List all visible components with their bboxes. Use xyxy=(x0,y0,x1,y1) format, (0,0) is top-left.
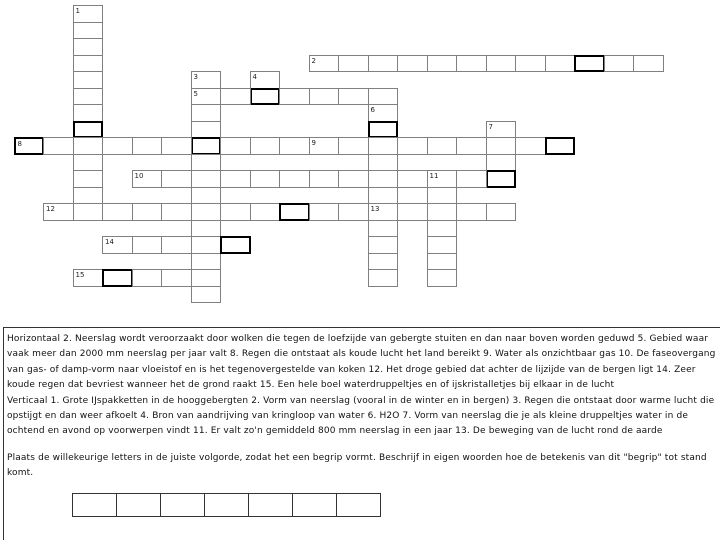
grid-cell[interactable] xyxy=(73,203,104,221)
clue-number: 12 xyxy=(46,205,55,213)
grid-cell[interactable] xyxy=(545,55,576,73)
grid-cell[interactable] xyxy=(161,269,192,287)
grid-cell[interactable] xyxy=(73,170,104,188)
grid-cell[interactable] xyxy=(368,187,399,205)
grid-cell[interactable] xyxy=(132,269,163,287)
grid-cell[interactable] xyxy=(73,88,104,106)
grid-cell[interactable] xyxy=(515,55,546,73)
grid-cell[interactable] xyxy=(338,55,369,73)
grid-cell[interactable] xyxy=(309,55,340,73)
grid-cell[interactable] xyxy=(397,203,428,221)
grid-cell[interactable] xyxy=(338,203,369,221)
grid-cell[interactable] xyxy=(250,88,281,106)
grid-cell[interactable] xyxy=(427,137,458,155)
clue-number: 5 xyxy=(193,89,198,98)
grid-cell[interactable] xyxy=(515,137,546,155)
horizontal-clues: Horizontaal 2. Neerslag wordt veroorzaakt door wolken die tegen de loefzijde van gebergte stuiten en dan naar boven worden geduwd 5. Gebied waar vaak meer dan 2000 mm neerslag per jaar valt 8. Regen die ontstaat als koude lucht het land bereikt 9. Water als onzichtbaar gas 10. De faseovergang van gas- of damp-vorm naar vloeistof en is het tegenovergestelde van koken 12. Het droge gebied dat achter de lijzijde van de bergen ligt 14. Zeer koude regen dat bevriest wanneer het de grond raakt 15. Een hele boel waterdruppeltjes en of ijskristalletjes bij elkaar in de lucht xyxy=(7,334,716,391)
grid-cell[interactable] xyxy=(191,187,222,205)
grid-cell[interactable] xyxy=(368,236,399,254)
grid-cell[interactable] xyxy=(73,71,104,89)
grid-cell[interactable] xyxy=(102,269,133,287)
clue-number: 14 xyxy=(105,238,114,246)
grid-cell[interactable] xyxy=(73,55,104,73)
grid-cell[interactable] xyxy=(397,170,428,188)
clue-number: 11 xyxy=(429,172,439,180)
grid-cell[interactable] xyxy=(368,220,399,238)
grid-cell[interactable] xyxy=(338,88,369,106)
grid-cell[interactable] xyxy=(220,170,251,188)
grid-cell[interactable] xyxy=(191,154,222,172)
task-instruction: Plaats de willekeurige letters in de juiste volgorde, zodat het een begrip vormt. Beschrijf in eigen woorden hoe de betekenis van dit "begrip" tot stand komt. xyxy=(7,452,707,479)
grid-cell[interactable] xyxy=(427,253,458,271)
answer-box[interactable] xyxy=(204,493,249,517)
grid-cell[interactable] xyxy=(427,170,458,188)
grid-cell[interactable] xyxy=(368,170,399,188)
clue-number: 8 xyxy=(17,140,22,148)
grid-cell[interactable] xyxy=(191,137,222,155)
clue-number: 2 xyxy=(311,56,316,65)
answer-box[interactable] xyxy=(336,493,381,517)
grid-cell[interactable] xyxy=(309,170,340,188)
grid-cell[interactable] xyxy=(250,137,281,155)
clue-number: 10 xyxy=(134,172,144,180)
grid-cell[interactable] xyxy=(191,236,222,254)
grid-cell[interactable] xyxy=(102,236,133,254)
grid-cell[interactable] xyxy=(43,137,74,155)
grid-cell[interactable] xyxy=(486,170,517,188)
grid-cell[interactable] xyxy=(73,137,104,155)
grid-cell[interactable] xyxy=(191,286,222,304)
grid-cell[interactable] xyxy=(132,170,163,188)
clue-number: 4 xyxy=(252,73,257,81)
grid-cell[interactable] xyxy=(250,203,281,221)
grid-cell[interactable] xyxy=(73,22,104,40)
grid-cell[interactable] xyxy=(368,269,399,287)
grid-cell[interactable] xyxy=(486,203,517,221)
grid-cell[interactable] xyxy=(102,203,133,221)
grid-cell[interactable] xyxy=(604,55,635,73)
clue-number: 7 xyxy=(488,122,493,131)
grid-cell[interactable] xyxy=(73,38,104,56)
grid-cell[interactable] xyxy=(279,203,310,221)
clue-number: 15 xyxy=(75,271,85,279)
grid-cell[interactable] xyxy=(73,104,104,122)
grid-cell[interactable] xyxy=(191,71,222,89)
grid-cell[interactable] xyxy=(132,203,163,221)
clue-number: 1 xyxy=(75,7,80,15)
clue-number: 13 xyxy=(370,205,380,213)
grid-cell[interactable] xyxy=(191,88,222,106)
grid-cell[interactable] xyxy=(368,154,399,172)
grid-cell[interactable] xyxy=(132,137,163,155)
grid-cell[interactable] xyxy=(368,137,399,155)
grid-cell[interactable] xyxy=(161,203,192,221)
vertical-clues: Verticaal 1. Grote IJspakketten in de hooggebergten 2. Vorm van neerslag (vooral in de winter en in bergen) 3. Regen die ontstaat door warme lucht die opstijgt en dan weer afkoelt 4. Bron van aandrijving van kringloop van water 6. H2O 7. Vorm van neerslag die je als kleine druppeltjes water in de ochtend en avond op voorwerpen vindt 11. Er valt zo'n gemiddeld 800 mm neerslag in een jaar 13. De beweging van de lucht rond de aarde xyxy=(7,395,715,437)
grid-cell[interactable] xyxy=(456,203,487,221)
grid-cell[interactable] xyxy=(73,187,104,205)
grid-cell[interactable] xyxy=(427,220,458,238)
answer-boxes xyxy=(72,493,380,517)
answer-box[interactable] xyxy=(116,493,161,517)
grid-cell[interactable] xyxy=(427,236,458,254)
grid-cell[interactable] xyxy=(456,137,487,155)
grid-cell[interactable] xyxy=(456,170,487,188)
grid-cell[interactable] xyxy=(191,253,222,271)
grid-cell[interactable] xyxy=(309,137,340,155)
grid-cell[interactable] xyxy=(279,170,310,188)
grid-cell[interactable] xyxy=(309,88,340,106)
grid-cell[interactable] xyxy=(14,137,45,155)
grid-cell[interactable] xyxy=(43,203,74,221)
grid-cell[interactable] xyxy=(427,203,458,221)
grid-cell[interactable] xyxy=(338,170,369,188)
grid-cell[interactable] xyxy=(250,71,281,89)
answer-box[interactable] xyxy=(72,493,117,517)
grid-cell[interactable] xyxy=(279,137,310,155)
grid-cell[interactable] xyxy=(220,236,251,254)
grid-cell[interactable] xyxy=(191,121,222,139)
grid-cell[interactable] xyxy=(161,137,192,155)
grid-cell[interactable] xyxy=(191,170,222,188)
grid-cell[interactable] xyxy=(191,269,222,287)
grid-cell[interactable] xyxy=(397,55,428,73)
answer-box[interactable] xyxy=(292,493,337,517)
grid-cell[interactable] xyxy=(161,236,192,254)
grid-cell[interactable] xyxy=(132,236,163,254)
grid-cell[interactable] xyxy=(279,88,310,106)
grid-cell[interactable] xyxy=(456,55,487,73)
grid-cell[interactable] xyxy=(250,170,281,188)
answer-box[interactable] xyxy=(160,493,205,517)
grid-cell[interactable] xyxy=(191,203,222,221)
clue-number: 6 xyxy=(370,106,375,114)
grid-cell[interactable] xyxy=(338,137,369,155)
grid-cell[interactable] xyxy=(486,154,517,172)
clue-number: 3 xyxy=(193,73,198,81)
grid-cell[interactable] xyxy=(545,137,576,155)
grid-cell[interactable] xyxy=(161,170,192,188)
grid-cell[interactable] xyxy=(220,203,251,221)
grid-cell[interactable] xyxy=(73,5,104,23)
grid-cell[interactable] xyxy=(368,104,399,122)
grid-cell[interactable] xyxy=(368,121,399,139)
grid-cell[interactable] xyxy=(73,154,104,172)
grid-cell[interactable] xyxy=(309,203,340,221)
grid-cell[interactable] xyxy=(220,137,251,155)
grid-cell[interactable] xyxy=(427,187,458,205)
grid-cell[interactable] xyxy=(427,269,458,287)
grid-cell[interactable] xyxy=(397,137,428,155)
answer-box[interactable] xyxy=(248,493,293,517)
grid-cell[interactable] xyxy=(368,203,399,221)
grid-cell[interactable] xyxy=(486,55,517,73)
grid-cell[interactable] xyxy=(368,253,399,271)
grid-cell[interactable] xyxy=(486,121,517,139)
grid-cell[interactable] xyxy=(633,55,664,73)
clue-number: 9 xyxy=(311,139,316,147)
grid-cell[interactable] xyxy=(191,220,222,238)
grid-cell[interactable] xyxy=(368,88,399,106)
grid-cell[interactable] xyxy=(574,55,605,73)
grid-cell[interactable] xyxy=(73,269,104,287)
grid-cell[interactable] xyxy=(427,55,458,73)
grid-cell[interactable] xyxy=(102,137,133,155)
grid-cell[interactable] xyxy=(368,55,399,73)
grid-cell[interactable] xyxy=(220,88,251,106)
grid-cell[interactable] xyxy=(73,121,104,139)
grid-cell[interactable] xyxy=(191,104,222,122)
grid-cell[interactable] xyxy=(486,137,517,155)
